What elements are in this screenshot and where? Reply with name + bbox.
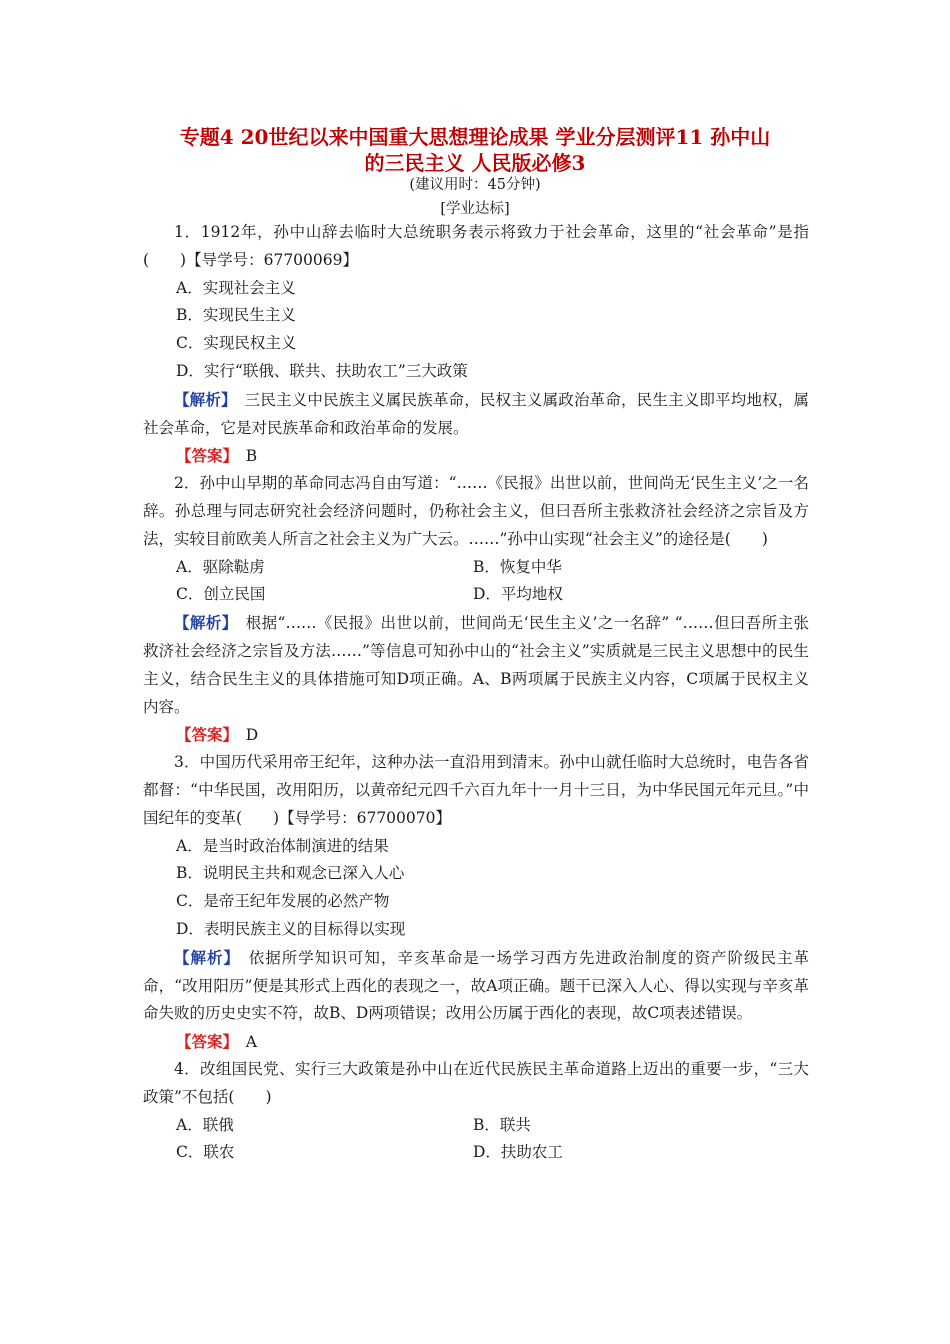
analysis-tag: 【解析】 (174, 389, 229, 409)
question-3-answer (143, 1028, 809, 1056)
analysis-text: 三民主义中民族主义属民族革命，民权主义属政治革命，民生主义即平均地权，属社会革命，它是对民族革命和政治革命的发展。 (143, 390, 809, 437)
question-2-analysis (143, 609, 809, 721)
option: A．联俄 (176, 1115, 234, 1134)
answer-tag: 【答案】 (176, 1032, 231, 1052)
analysis-text: 根据“……《民报》出世以前，世间尚无‘民生主义’之一名辞” “……但曰吾所主张救济社会经济之宗旨及方法……”等信息可知孙中山的“社会主义”实质就是三民主义思想中的民生主义，结合民生主义的具体措施可知D项正确。A、B两项属于民族主义内容，C项属于民权主义内容。 (143, 614, 809, 716)
option: C．是帝王纪年发展的必然产物 (176, 892, 390, 911)
option: D．实行“联俄、联共、扶助农工”三大政策 (176, 361, 468, 380)
options-row (143, 1112, 809, 1140)
option: B．说明民主共和观念已深入人心 (176, 864, 405, 883)
option: C．创立民国 (176, 585, 266, 604)
question-4-stem: 4．改组国民党、实行三大政策是孙中山在近代民族民主革命道路上迈出的重要一步，“三大政策”不包括( ) (143, 1059, 809, 1106)
answer-text: B (230, 447, 258, 466)
analysis-tag: 【解析】 (174, 613, 230, 633)
time-note: (建议用时：45分钟) (409, 177, 541, 193)
option: A．是当时政治体制演进的结果 (176, 836, 389, 855)
option: D．平均地权 (473, 585, 563, 604)
analysis-tag: 【解析】 (174, 947, 233, 967)
question-2-answer (143, 721, 809, 749)
option: D．扶助农工 (473, 1143, 563, 1162)
question-1-answer (143, 442, 809, 470)
option: A．驱除鞑虏 (176, 557, 265, 576)
option: A．实现社会主义 (176, 278, 296, 297)
option: B．实现民生主义 (176, 306, 296, 325)
question-1-analysis (143, 386, 809, 443)
answer-tag: 【答案】 (176, 446, 231, 466)
section-heading: [学业达标] (440, 201, 510, 217)
options-row (143, 581, 809, 609)
answer-tag: 【答案】 (176, 725, 231, 745)
question-3-analysis (143, 944, 809, 1028)
document-title (120, 124, 830, 176)
title-line-1: 专题4 20世纪以来中国重大思想理论成果 学业分层测评11 孙中山 (179, 125, 771, 149)
question-3-stem: 3．中国历代采用帝王纪年，这种办法一直沿用到清末。孙中山就任临时大总统时，电告各省都督：“中华民国，改用阳历，以黄帝纪元四千六百九年十一月十三日，为中华民国元年元旦。”中国纪年的变革( )【导学号：67700070】 (143, 753, 809, 827)
option: D．表明民族主义的目标得以实现 (176, 919, 406, 938)
option: C．实现民权主义 (176, 334, 297, 353)
answer-text: A (230, 1033, 257, 1052)
option: B．联共 (473, 1115, 531, 1134)
questions (143, 219, 809, 1167)
answer-text: D (230, 726, 259, 745)
analysis-text: 依据所学知识可知，辛亥革命是一场学习西方先进政治制度的资产阶级民主革命，“改用阳历”便是其形式上西化的表现之一，故A项正确。题干已深入人心、得以实现与辛亥革命失败的历史史实不符，故B、D两项错误；改用公历属于西化的表现，故C项表述错误。 (143, 948, 809, 1023)
option: C．联农 (176, 1143, 235, 1162)
question-1-stem: 1．1912年，孙中山辞去临时大总统职务表示将致力于社会革命，这里的“社会革命”是指( )【导学号：67700069】 (143, 223, 809, 269)
title-line-2: 的三民主义 人民版必修3 (364, 151, 586, 175)
options-row (143, 1139, 809, 1167)
question-2-stem: 2．孙中山早期的革命同志冯自由写道：“……《民报》出世以前，世间尚无‘民生主义’之一名辞。孙总理与同志研究社会经济问题时，仍称社会主义，但曰吾所主张救济社会经济之宗旨及方法，实较目前欧美人所言之社会主义为广大云。……”孙中山实现“社会主义”的途径是( ) (143, 474, 809, 548)
options-row (143, 554, 809, 582)
option: B．恢复中华 (473, 557, 562, 576)
